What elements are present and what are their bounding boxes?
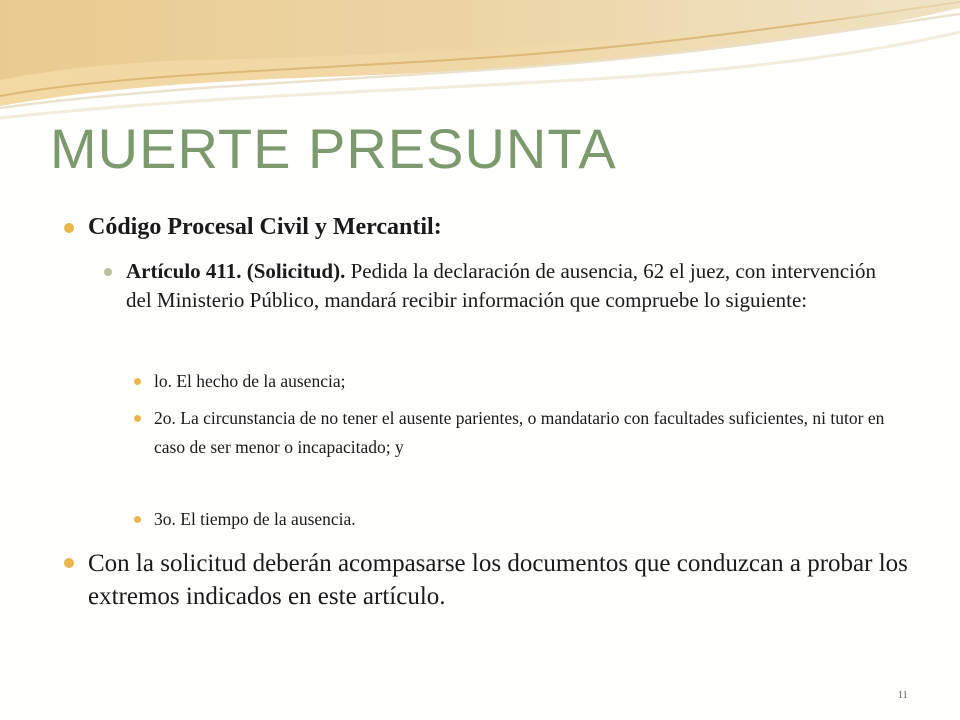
bullet-marker [134, 516, 141, 523]
article-head: Artículo 411. (Solicitud). [126, 259, 346, 283]
bullet-marker [104, 268, 112, 276]
bullet-marker [64, 558, 74, 568]
article-body: Pedida la declaración de ausencia, 62 el juez, con intervención del Ministerio Público, mandará recibir información que compruebe lo siguiente: [126, 259, 876, 312]
bullet-marker [134, 378, 141, 385]
header-wave-decoration [0, 0, 960, 120]
article-paragraph [126, 257, 886, 315]
list-item: 2o. La circunstancia de no tener el ausente parientes, o mandatario con facultades suficientes, ni tutor en caso de ser menor o incapacitado; y [154, 408, 885, 457]
page-number: 11 [898, 690, 908, 701]
list-item: 3o. El tiempo de la ausencia. [154, 509, 356, 529]
bullet-closing: Con la solicitud deberán acompasarse los documentos que conduzcan a probar los extremos indicados en este artículo. [88, 550, 908, 610]
bullet-marker [64, 223, 74, 233]
list-item: lo. El hecho de la ausencia; [154, 371, 346, 391]
slide-title: MUERTE PRESUNTA [50, 117, 617, 180]
bullet-heading: Código Procesal Civil y Mercantil: [88, 214, 442, 240]
bullet-marker [134, 415, 141, 422]
